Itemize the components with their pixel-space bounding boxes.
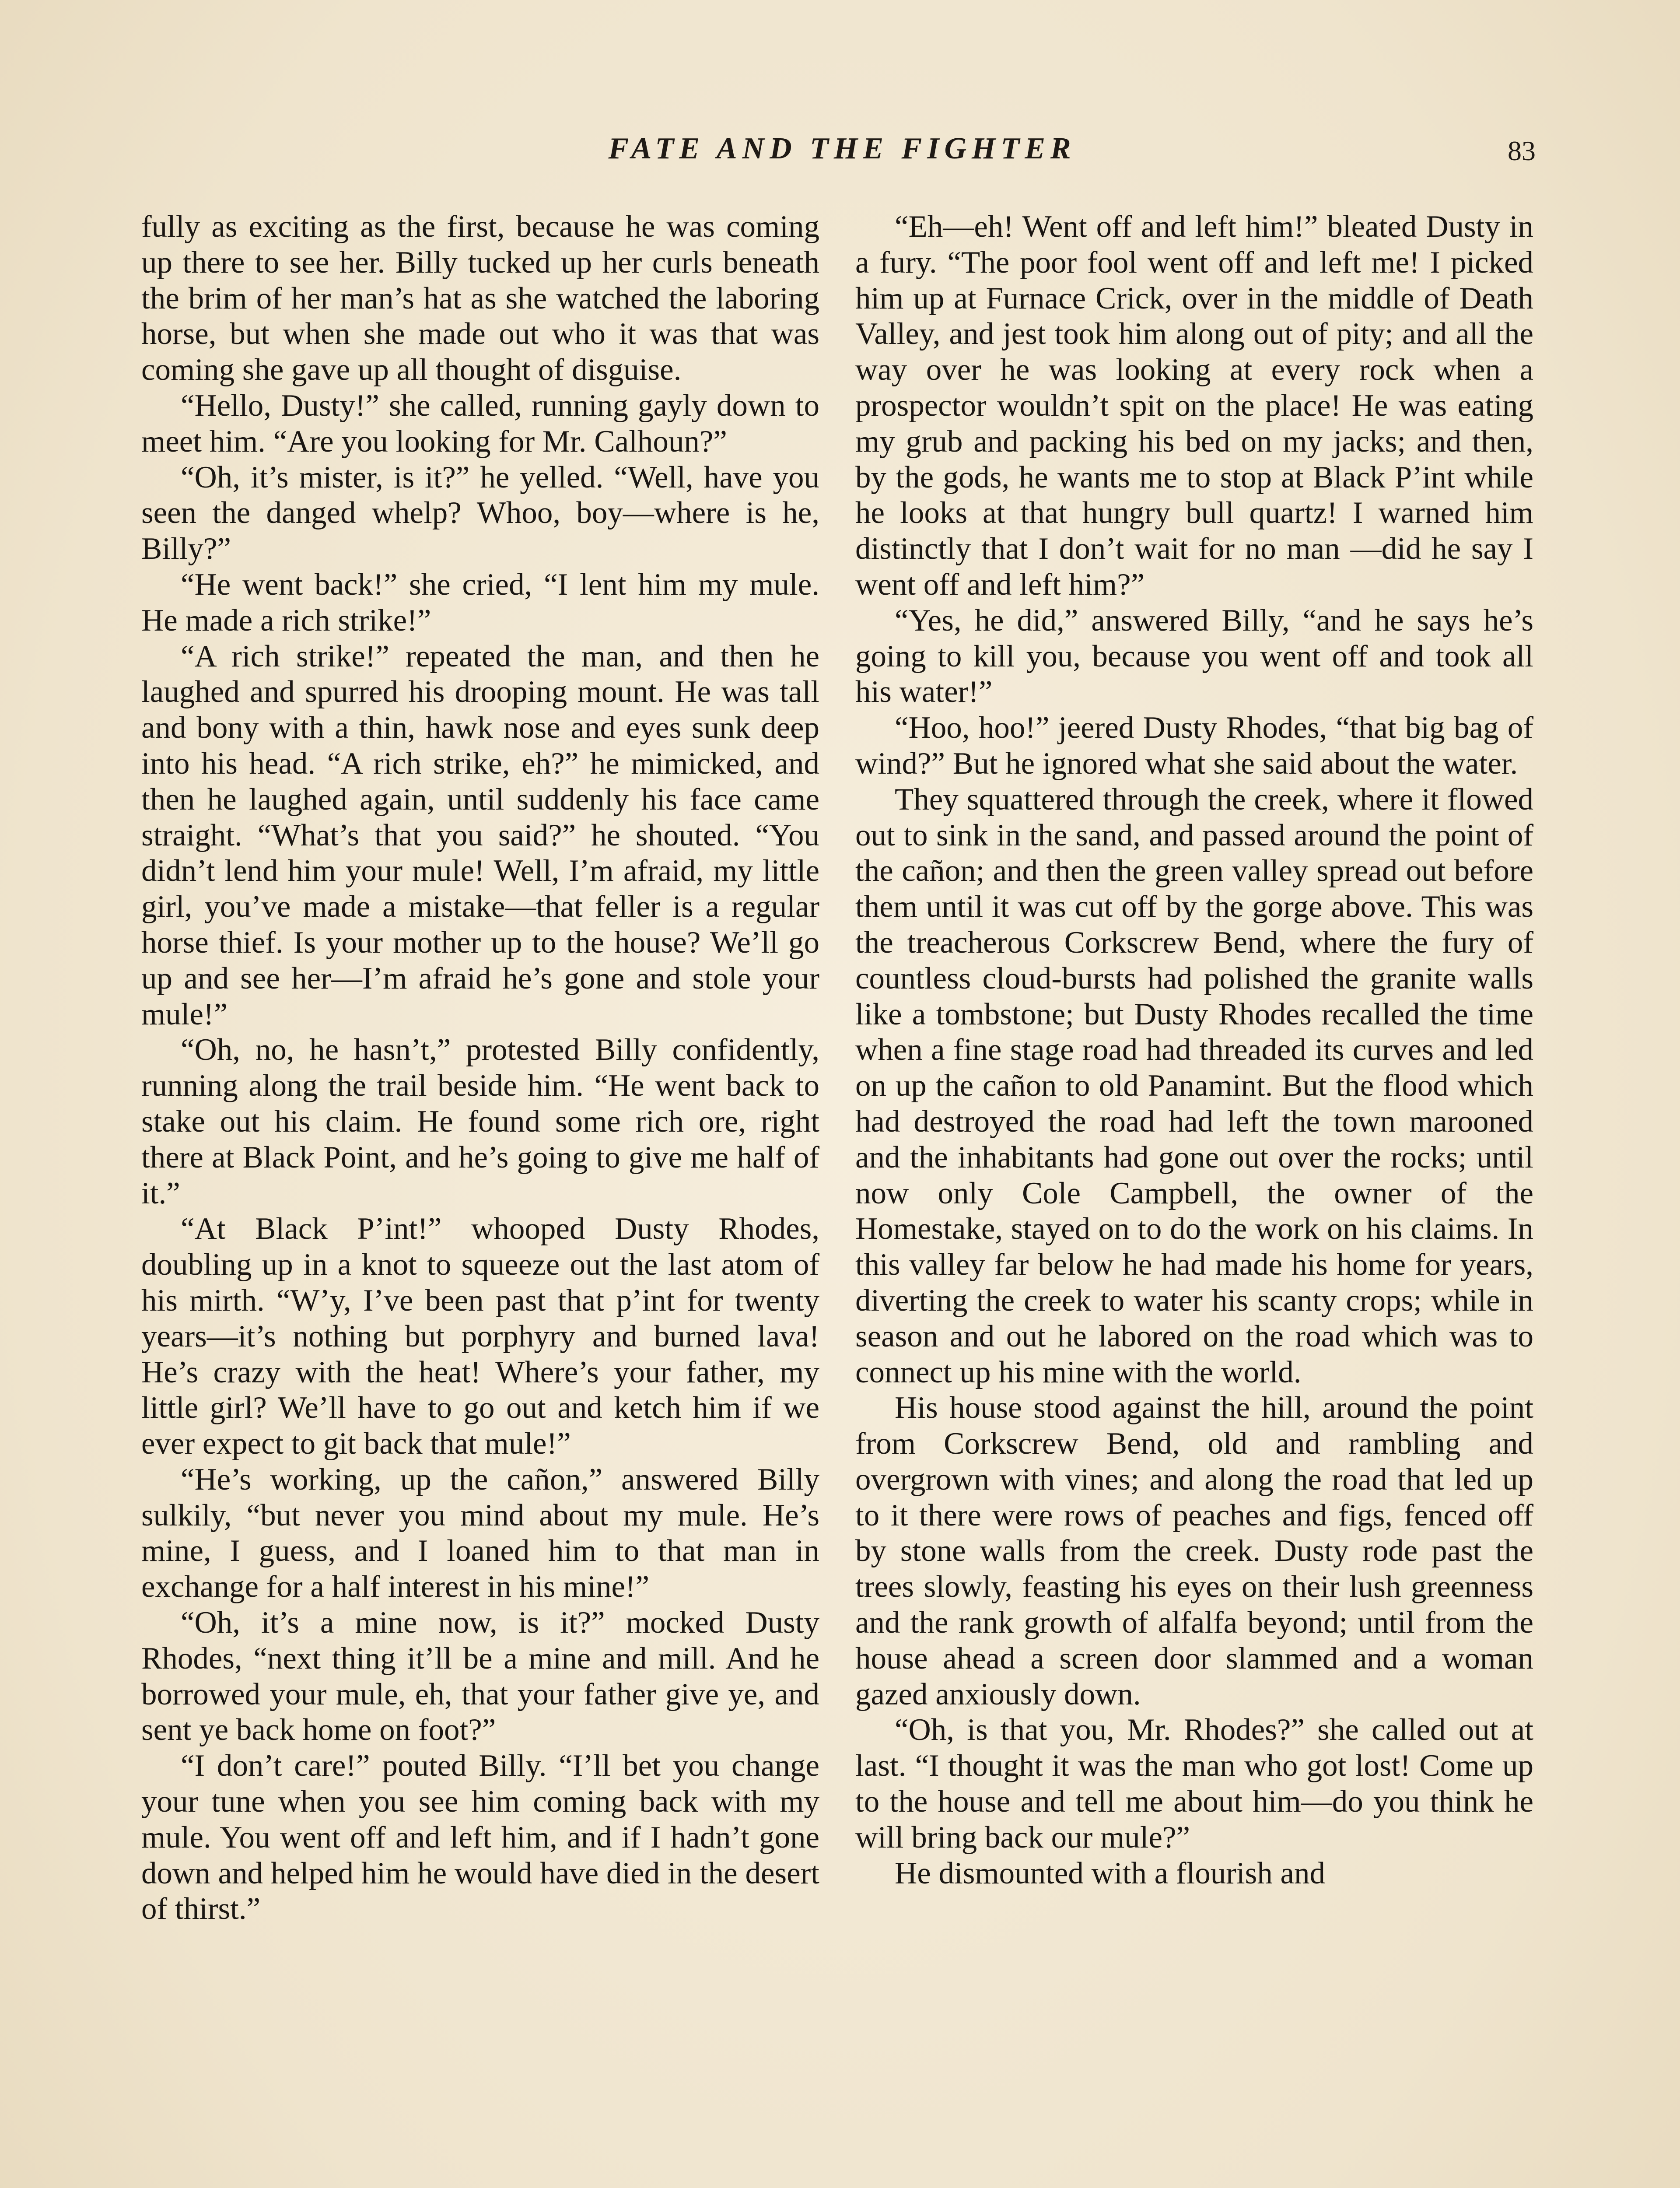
paragraph: They squattered through the creek, where it flowed out to sink in the sand, and passed around the point of the cañon; and then the green valley spread out before them until it was cut off by the gorge above. This was the treacherous Corkscrew Bend, where the fury of countless cloud-bursts had polished the granite walls like a tombstone; but Dusty Rhodes recalled the time when a fine stage road had threaded its curves and led on up the cañon to old Panamint. But the flood which had destroyed the road had left the town marooned and the inhabitants had gone out over the rocks; until now only Cole Campbell, the owner of the Homestake, stayed on to do the work on his claims. In this valley far below he had made his home for years, diverting the creek to water his scanty crops; while in season and out he labored on the road which was to connect up his mine with the world.: [855, 782, 1533, 1389]
paragraph: “He’s working, up the cañon,” answered Billy sulkily, “but never you mind about my mule. He’s mine, I guess, and I loaned him to that man in exchange for a half interest in his mine!”: [141, 1462, 819, 1604]
paragraph: “Hello, Dusty!” she called, running gayly down to meet him. “Are you looking for Mr. Calhoun?”: [141, 388, 819, 459]
paragraph: His house stood against the hill, around the point from Corkscrew Bend, old and rambling and overgrown with vines; and along the road that led up to it there were rows of peaches and figs, fenced off by stone walls from the creek. Dusty rode past the trees slowly, feasting his eyes on their lush greenness and the rank growth of alfalfa beyond; until from the house ahead a screen door slammed and a woman gazed anxiously down.: [855, 1391, 1533, 1711]
paragraph: “He went back!” she cried, “I lent him my mule. He made a rich strike!”: [141, 567, 819, 638]
paragraph: He dismounted with a flourish and: [895, 1856, 1325, 1890]
running-title: FATE AND THE FIGHTER: [608, 132, 1076, 165]
paragraph: “I don’t care!” pouted Billy. “I’ll bet you change your tune when you see him coming back with my mule. You went off and left him, and if I hadn’t gone down and helped him he would have died in the desert of thirst.”: [141, 1749, 819, 1926]
paragraph: “A rich strike!” repeated the man, and then he laughed and spurred his drooping mount. He was tall and bony with a thin, hawk nose and eyes sunk deep into his head. “A rich strike, eh?” he mimicked, and then he laughed again, until suddenly his face came straight. “What’s that you said?” he shouted. “You didn’t lend him your mule! Well, I’m afraid, my little girl, you’ve made a mistake—that feller is a regular horse thief. Is your mother up to the house? We’ll go up and see her—I’m afraid he’s gone and stole your mule!”: [141, 639, 819, 1031]
paragraph: fully as exciting as the first, because he was coming up there to see her. Billy tucked up her curls beneath the brim of her man’s hat as she watched the laboring horse, but when she made out who it was that was coming she gave up all thought of disguise.: [141, 210, 819, 387]
paragraph: “At Black P’int!” whooped Dusty Rhodes, doubling up in a knot to squeeze out the last atom of his mirth. “W’y, I’ve been past that p’int for twenty years—it’s nothing but porphyry and burned lava! He’s crazy with the heat! Where’s your father, my little girl? We’ll have to go out and ketch him if we ever expect to git back that mule!”: [141, 1212, 819, 1461]
paragraph: “Oh, it’s mister, is it?” he yelled. “Well, have you seen the danged whelp? Whoo, boy—where is he, Billy?”: [141, 460, 819, 566]
page-number: 83: [1508, 135, 1536, 166]
paragraph: “Oh, no, he hasn’t,” protested Billy confidently, running along the trail beside him. “He went back to stake out his claim. He found some rich ore, right there at Black Point, and he’s going to give me half of it.”: [141, 1033, 819, 1210]
right-column: [855, 209, 1533, 1891]
paragraph: “Hoo, hoo!” jeered Dusty Rhodes, “that big bag of wind?” But he ignored what she said about the water.: [855, 711, 1533, 781]
paragraph: “Yes, he did,” answered Billy, “and he says he’s going to kill you, because you went off and took all his water!”: [855, 603, 1533, 709]
paragraph: “Eh—eh! Went off and left him!” bleated Dusty in a fury. “The poor fool went off and left me! I picked him up at Furnace Crick, over in the middle of Death Valley, and jest took him along out of pity; and all the way over he was looking at every rock when a prospector wouldn’t spit on the place! He was eating my grub and packing his bed on my jacks; and then, by the gods, he wants me to stop at Black P’int while he looks at that hungry bull quartz! I warned him distinctly that I don’t wait for no man —did he say I went off and left him?”: [855, 210, 1533, 602]
paragraph: “Oh, is that you, Mr. Rhodes?” she called out at last. “I thought it was the man who got lost! Come up to the house and tell me about him—do you think he will bring back our mule?”: [855, 1713, 1533, 1855]
left-column: [141, 209, 819, 1927]
paragraph: “Oh, it’s a mine now, is it?” mocked Dusty Rhodes, “next thing it’ll be a mine and mill. And he borrowed your mule, eh, that your father give ye, and sent ye back home on foot?”: [141, 1606, 819, 1747]
